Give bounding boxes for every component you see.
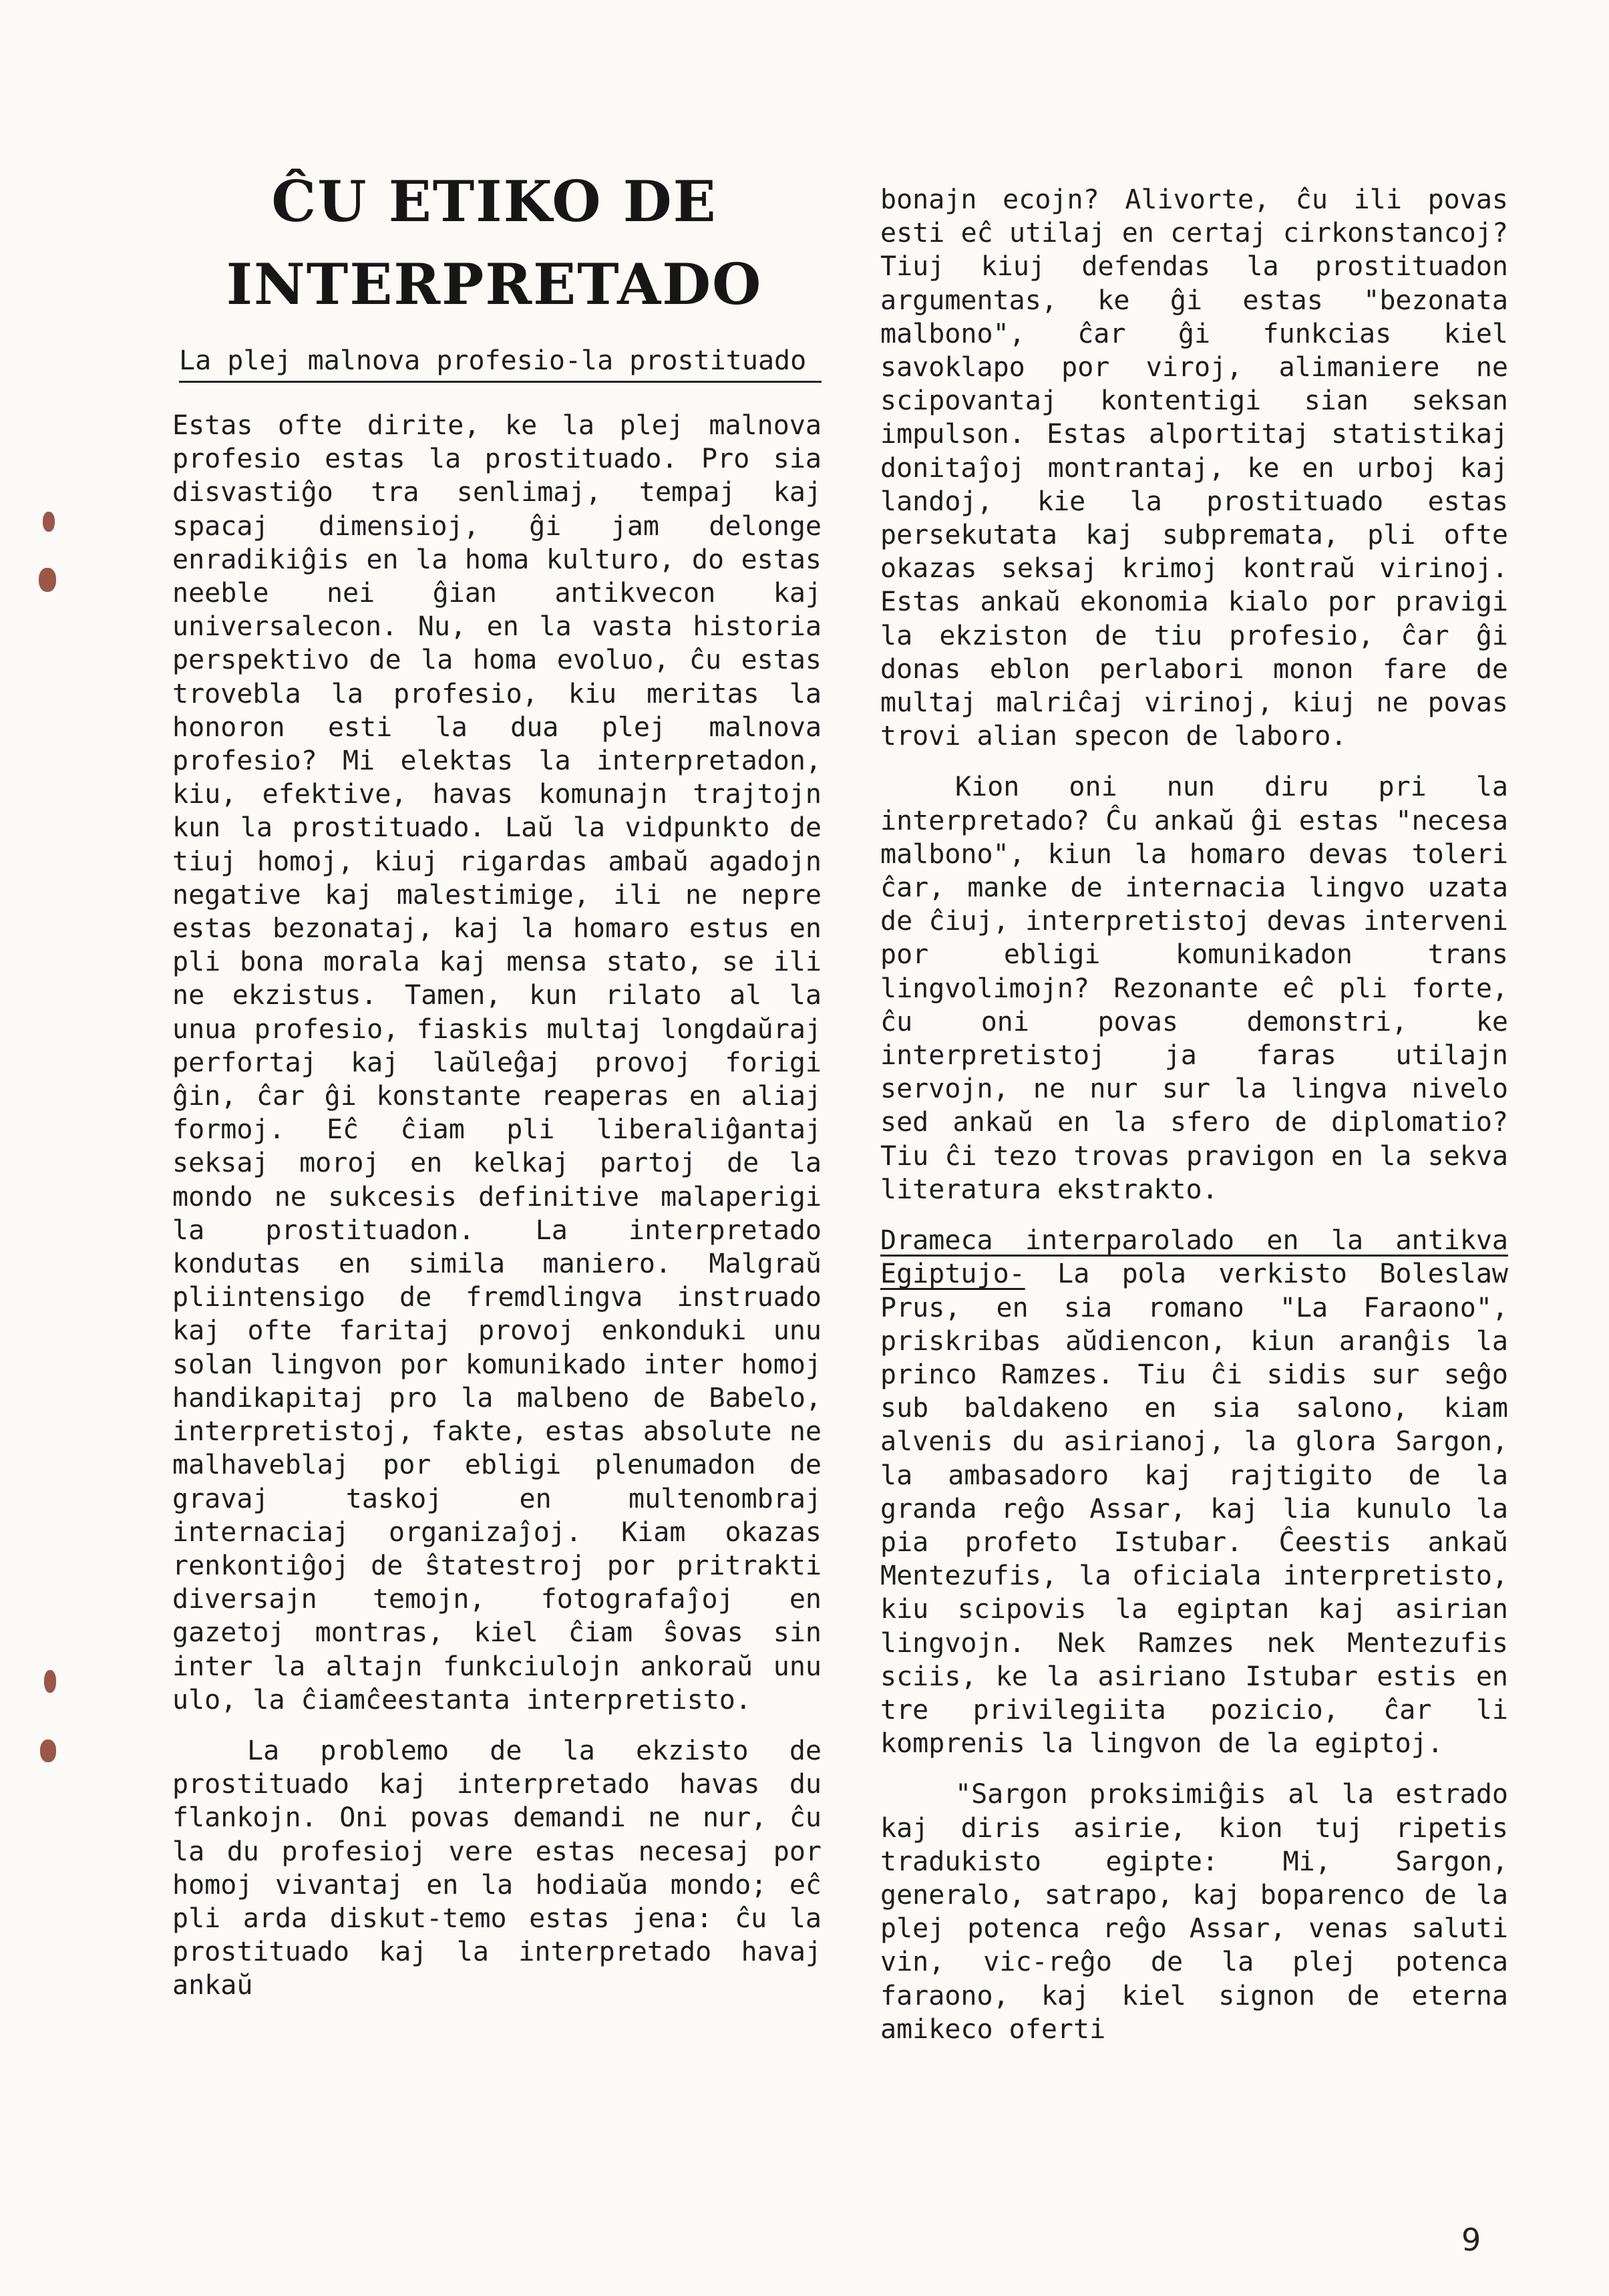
smudge-mark-2	[39, 568, 56, 592]
right-paragraph-1: bonajn ecojn? Alivorte, ĉu ili povas esti eĉ utilaj en certaj cirkonstancoj? Tiuj kiuj defendas la prostituadon argumentas, ke ĝi estas "bezonata malbono", ĉar ĝi funkcias kiel savoklapo por viroj, alimaniere ne scipovantaj kontentigi sian seksan impulson. Estas alportitaj statistikaj donitaĵoj montrantaj, ke en urboj kaj landoj, kie la prostituado estas persekutata kaj subpremata, pli ofte okazas seksaj krimoj kontraŭ virinoj. Estas ankaŭ ekonomia kialo por pravigi la ekziston de tiu profesio, ĉar ĝi donas eblon perlabori monon fare de multaj malriĉaj virinoj, kiuj ne povas trovi alian specon de laboro.	[880, 184, 1508, 752]
smudge-mark-4	[40, 1740, 56, 1762]
section-body: La pola verkisto Boleslaw Prus, en sia romano "La Faraono", priskribas aŭdiencon, kiun aranĝis la princo Ramzes. Tiu ĉi sidis sur seĝo sub baldakeno en sia salono, kiam alvenis du asirianoj, la glora Sargon, la ambasadoro kaj rajtigito de la granda reĝo Assar, kaj lia kunulo la pia profeto Istubar. Ĉeestis ankaŭ Mentezufis, la oficiala interpretisto, kiu scipovis la egiptan kaj asirian lingvojn. Nek Ramzes nek Mentezufis sciis, ke la asiriano Istubar estis en tre privilegiita pozicio, ĉar li komprenis la lingvon de la egiptoj.	[880, 1259, 1508, 1760]
left-column	[172, 409, 822, 2003]
left-paragraph-1: Estas ofte dirite, ke la plej malnova profesio estas la prostituado. Pro sia disvastiĝo tra senlimaj, tempaj kaj spacaj dimensioj, ĝi jam delonge enradikiĝis en la homa kulturo, do estas neeble nei ĝian antikvecon kaj universalecon. Nu, en la vasta historia perspektivo de la homa evoluo, ĉu estas trovebla la profesio, kiu meritas la honoron esti la dua plej malnova profesio? Mi elektas la interpretadon, kiu, efektive, havas komunajn trajtojn kun la prostituado. Laŭ la vidpunkto de tiuj homoj, kiuj rigardas ambaŭ agadojn negative kaj malestimige, ili ne nepre estas bezonataj, kaj la homaro estus en pli bona morala kaj mensa stato, se ili ne ekzistus. Tamen, kun rilato al la unua profesio, fiaskis multaj longdaŭraj perfortaj kaj laŭleĝaj provoj forigi ĝin, ĉar ĝi konstante reaperas en aliaj formoj. Eĉ ĉiam pli liberaliĝantaj seksaj moroj en kelkaj partoj de la mondo ne sukcesis definitive malaperigi la prostituadon. La interpretado kondutas en simila maniero. Malgraŭ pliintensigo de fremdlingva instruado kaj ofte faritaj provoj enkonduki unu solan lingvon por komunikado inter homoj handikapitaj pro la malbeno de Babelo, interpretistoj, fakte, estas absolute ne malhaveblaj por ebligi plenumadon de gravaj taskoj en multenombraj internaciaj organizaĵoj. Kiam okazas renkontiĝoj de ŝtatestroj por pritrakti diversajn temojn, fotografaĵoj en gazetoj montras, kiel ĉiam ŝovas sin inter la altajn funkciulojn ankoraŭ unu ulo, la ĉiamĉeestanta interpretisto.	[172, 410, 822, 1715]
smudge-mark-1	[43, 512, 55, 532]
smudge-mark-3	[44, 1670, 56, 1693]
title-line-2: INTERPRETADO	[226, 251, 763, 317]
article-title	[167, 160, 822, 326]
right-column	[880, 183, 1508, 2046]
right-paragraph-3	[880, 1224, 1508, 1760]
right-paragraph-4: "Sargon proksimiĝis al la estrado kaj diris asirie, kion tuj ripetis tradukisto egipte: Mi, Sargon, generalo, satrapo, kaj boparenco de la plej potenca reĝo Assar, venas saluti vin, vic-reĝo de la plej potenca faraono, kaj kiel signon de eterna amikeco oferti	[880, 1779, 1508, 2045]
left-paragraph-2: La problemo de la ekzisto de prostituado kaj interpretado havas du flankojn. Oni povas demandi ne nur, ĉu la du profesioj vere estas necesaj por homoj vivantaj en la hodiaŭa mondo; eĉ pli arda diskut-temo estas jena: ĉu la prostituado kaj la interpretado havaj ankaŭ	[172, 1735, 822, 2001]
article-subtitle: La plej malnova profesio-la prostituado	[179, 341, 822, 383]
title-line-1: ĈU ETIKO DE	[271, 168, 717, 234]
page-number: 9	[1461, 2222, 1481, 2258]
section-heading: Drameca interparolado en la antikva Egiptujo-	[880, 1225, 1508, 1290]
right-paragraph-2: Kion oni nun diru pri la interpretado? Ĉu ankaŭ ĝi estas "necesa malbono", kiun la homaro devas toleri ĉar, manke de internacia lingvo uzata de ĉiuj, interpretistoj devas interveni por ebligi komunikadon trans lingvolimojn? Rezonante eĉ pli forte, ĉu oni povas demonstri, ke interpretistoj ja faras utilajn servojn, ne nur sur la lingva nivelo sed ankaŭ en la sfero de diplomatio? Tiu ĉi tezo trovas pravigon en la sekva literatura ekstrakto.	[880, 772, 1508, 1205]
